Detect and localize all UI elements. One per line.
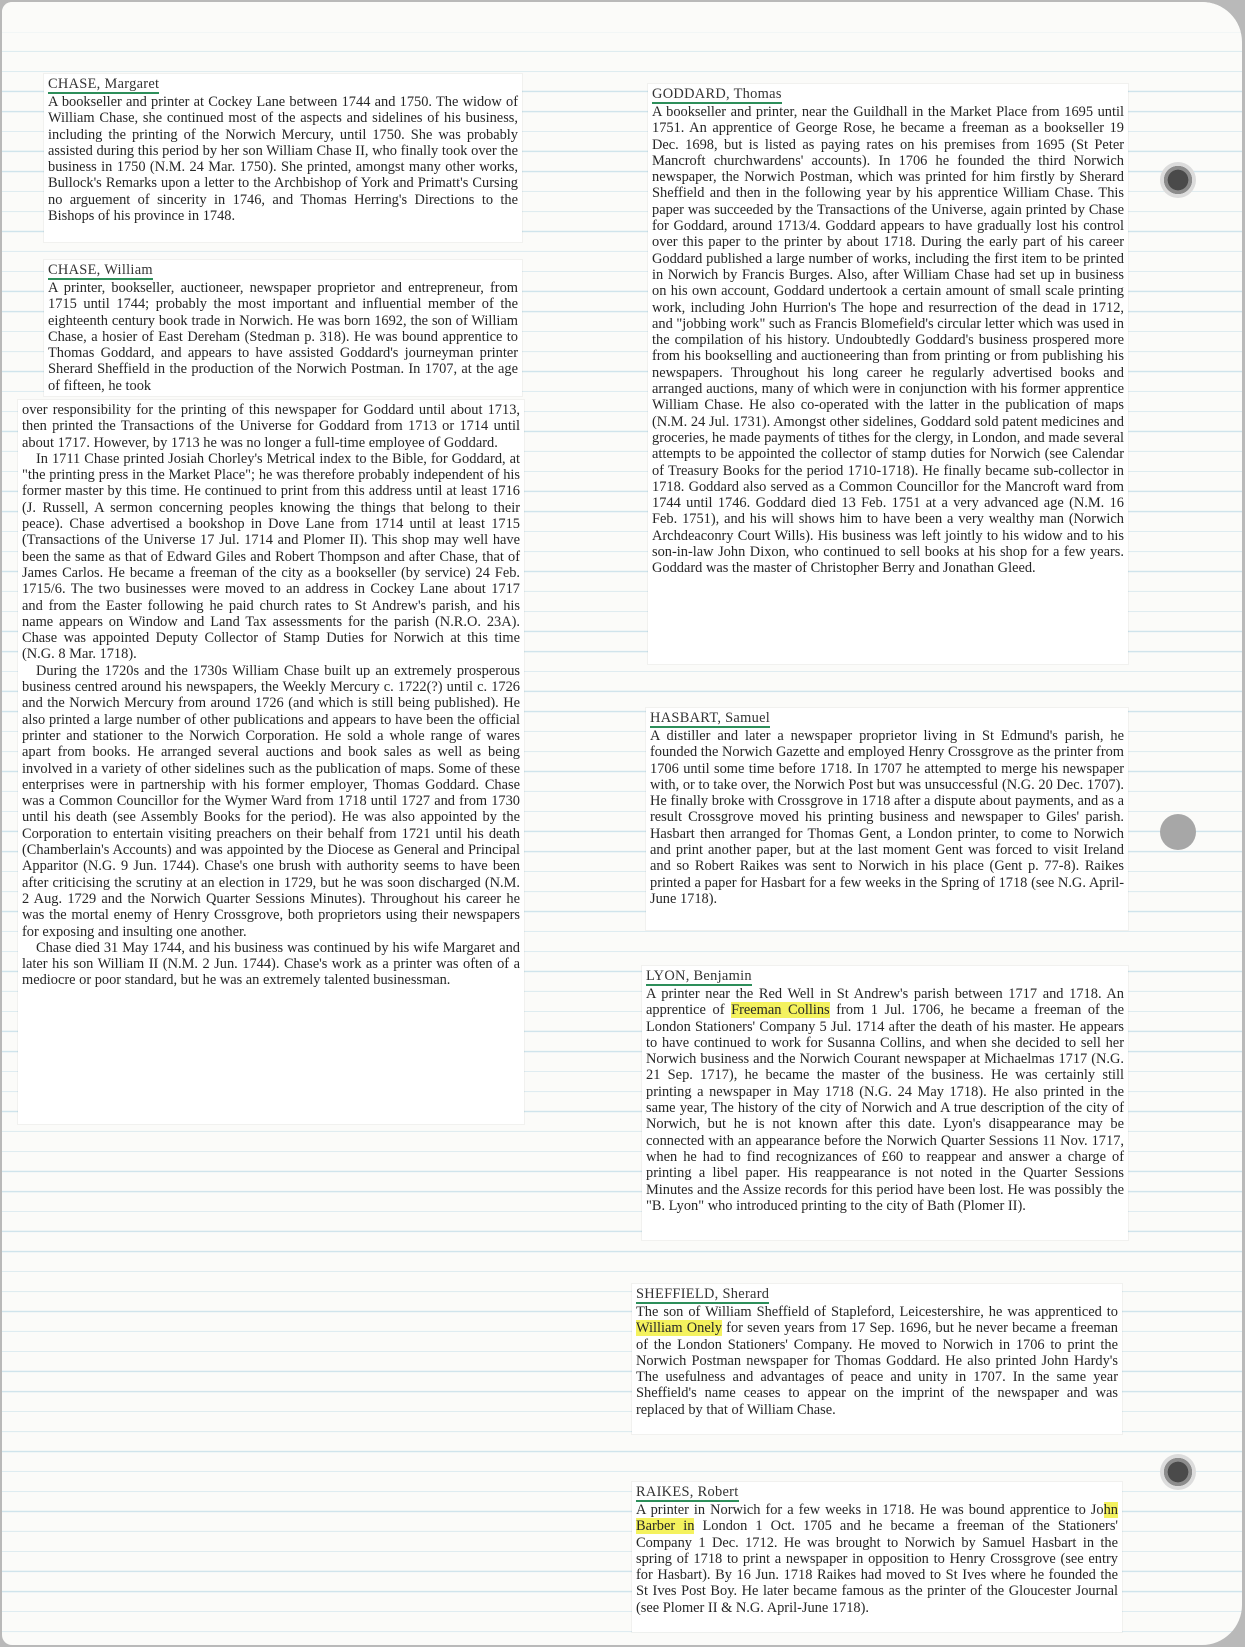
- entry-text: A distiller and later a newspaper proprietor living in St Edmund's parish, he founded the Norwich Gazette and employed Henry Crossgrove as the printer from 1706 until some time before 1718. In 1707 he attempted to merge his newspaper with, or to take over, the Norwich Post but was unsuccessful (N.G. 20 Dec. 1707). He finally broke with Crossgrove in 1718 after a dispute about payments, and as a result Crossgrove moved his printing business and newspaper to Giles' parish. Hasbart then arranged for Thomas Gent, a London printer, to come to Norwich and print another paper, but at the last moment Gent was forced to visit Ireland and so Robert Raikes was sent to Norwich in his place (Gent p. 77-8). Raikes printed a paper for Hasbart for a few weeks in the Spring of 1718 (see N.G. April-June 1718).: [650, 728, 1124, 907]
- entry-text: During the 1720s and the 1730s William Chase built up an extremely prosperous business centred around his newspapers, the Weekly Mercury c. 1722(?) until c. 1726 and the Norwich Mercury from around 1726 (and which is still being published). He also printed a large number of other publications and appears to have been the official printer and stationer to the Norwich Corporation. He sold a whole range of wares apart from books. He arranged several auctions and book sales as well as being involved in a variety of other sidelines such as the publication of maps. Some of these enterprises were in partnership with his former employer, Thomas Goddard. Chase was a Common Councillor for the Wymer Ward from 1718 until 1727 and from 1730 until his death (see Assembly Books for the period). He was also appointed by the Corporation to entertain visiting preachers on their behalf from 1721 until his death (Chamberlain's Accounts) and was appointed by the Diocese as General and Principal Apparitor (N.G. 9 Jun. 1744). Chase's one brush with authority seems to have been after criticising the scrutiny at an election in 1729, but he was soon discharged (N.M. 2 Aug. 1729 and the Norwich Quarter Sessions Minutes). Throughout his career he was the mortal enemy of Henry Crossgrove, both proprietors using their newspapers for exposing and insulting one another.: [22, 662, 520, 940]
- binder-hole-top: [1160, 162, 1196, 198]
- entry-heading: SHEFFIELD, Sherard: [636, 1286, 770, 1302]
- entry-chase-william-part1: [44, 260, 522, 396]
- highlighted-name: Freeman Collins: [731, 1002, 830, 1019]
- entry-hasbart-samuel: [646, 708, 1128, 930]
- entry-chase-margaret: [44, 74, 522, 242]
- entry-text: In 1711 Chase printed Josiah Chorley's Metrical index to the Bible, for Goddard, at "the printing press in the Market Place"; he was therefore probably independent of his former master by this time. He continued to print from this address until at least 1716 (J. Russell, A sermon concerning peoples knowing the things that belong to their peace). Chase advertised a bookshop in Dove Lane from 1714 until at least 1715 (Transactions of the Universe 17 Jul. 1714 and Plomer II). This shop may well have been the same as that of Edward Giles and Robert Thompson and after Chase, that of James Carlos. He became a freeman of the city as a bookseller (by service) 24 Feb. 1715/6. The two businesses were moved to an address in Cockey Lane about 1717 and from the Easter following he paid church rates to St Andrew's parish, and his name appears on Window and Land Tax assessments for the parish (N.R.O. 23A). Chase was appointed Deputy Collector of Stamp Duties for Norwich at this time (N.G. 8 Mar. 1718).: [22, 450, 520, 663]
- binder-hole-bottom: [1160, 1454, 1196, 1490]
- entry-raikes-robert: [632, 1482, 1122, 1632]
- entry-text: over responsibility for the printing of this newspaper for Goddard until about 1713, then printed the Transactions of the Universe for Goddard from 1713 or 1714 until about 1717. However, by 1713 he was no longer a full-time employee of Goddard.: [22, 402, 520, 451]
- entry-text: Chase died 31 May 1744, and his business was continued by his wife Margaret and later his son William II (N.M. 2 Jun. 1744). Chase's work as a printer was often of a mediocre or poor standard, but he was an extremely talented businessman.: [22, 939, 520, 989]
- entry-text: A printer in Norwich for a few weeks in 1718. He was bound apprentice to John Barber in London 1 Oct. 1705 and he became a freeman of the Stationers' Company 1 Dec. 1712. He was brought to Norwich by Samuel Hasbart in the spring of 1718 to print a newspaper in opposition to Henry Crossgrove (see entry for Hasbart). By 16 Jun. 1718 Raikes had moved to St Ives where he founded the St Ives Post Boy. He later became famous as the printer of the Gloucester Journal (see Plomer II & N.G. April-June 1718).: [636, 1502, 1119, 1616]
- entry-lyon-benjamin: [642, 966, 1128, 1240]
- highlighted-name: William Onely: [636, 1320, 722, 1337]
- entry-goddard-thomas: [648, 84, 1128, 664]
- entry-heading: GODDARD, Thomas: [652, 86, 782, 102]
- entry-heading: CHASE, Margaret: [48, 76, 160, 92]
- entry-chase-william-part2: [18, 400, 524, 1124]
- scanned-page: [2, 2, 1242, 1645]
- entry-text: A printer near the Red Well in St Andrew's parish between 1717 and 1718. An apprentice of Freeman Collins from 1 Jul. 1706, he became a freeman of the London Stationers' Company 5 Jul. 1714 after the death of his master. He appears to have continued to work for Susanna Collins, and when she decided to sell her Norwich business and the Norwich Courant newspaper at Michaelmas 1717 (N.G. 21 Sep. 1717), he became the master of the business. He was certainly still printing a newspaper in May 1718 (N.G. 24 May 1718). He also printed in the same year, The history of the city of Norwich and A true description of the city of Norwich, but he is not known after this date. Lyon's disappearance may be connected with an appearance before the Norwich Quarter Sessions 11 Nov. 1717, when he had to find recognizances of £60 to reappear and answer a charge of printing a libel paper. His reappearance is not noted in the Quarter Sessions Minutes and the Assize records for this period have been lost. He was possibly the "B. Lyon" who introduced printing to the city of Bath (Plomer II).: [646, 986, 1125, 1214]
- entry-text: The son of William Sheffield of Stapleford, Leicestershire, he was apprenticed to William Onely for seven years from 17 Sep. 1696, but he never became a freeman of the London Stationers' Company. He moved to Norwich in 1706 to print the Norwich Postman newspaper for Thomas Goddard. He also printed John Hardy's The usefulness and advantages of peace and unity in 1707. In the same year Sheffield's name ceases to appear on the imprint of the newspaper and was replaced by that of William Chase.: [636, 1304, 1118, 1418]
- entry-text: A bookseller and printer at Cockey Lane between 1744 and 1750. The widow of William Chase, she continued most of the aspects and sidelines of his business, including the printing of the Norwich Mercury, until 1750. She was probably assisted during this period by her son William Chase II, who finally took over the business in 1750 (N.M. 24 Mar. 1750). She printed, amongst many other works, Bullock's Remarks upon a letter to the Archbishop of York and Primatt's Cursing no arguement of sincerity in 1746, and Thomas Herring's Directions to the Bishops of his province in 1748.: [48, 94, 518, 225]
- entry-sheffield-sherard: [632, 1284, 1122, 1434]
- entry-heading: HASBART, Samuel: [650, 710, 771, 726]
- entry-text: A bookseller and printer, near the Guildhall in the Market Place from 1695 until 1751. An apprentice of George Rose, he became a freeman as a bookseller 19 Dec. 1698, but is listed as paying rates on his premises from 1695 (St Peter Mancroft churchwardens' accounts). In 1706 he founded the third Norwich newspaper, the Norwich Postman, which was printed for him firstly by Sherard Sheffield and then in the following year by his apprentice William Chase. This paper was succeeded by the Transactions of the Universe, again printed by Chase for Goddard, around 1713/4. Goddard appears to have gradually lost his control over this paper to the printer by about 1718. During the early part of his career Goddard published a large number of works, including the first item to be printed in Norwich by Francis Burges. Also, after William Chase had set up in business on his own account, Goddard undertook a certain amount of small scale printing work, including John Hurrion's The hope and resurrection of the dead in 1712, and "jobbing work" such as Francis Blomefield's circular letter which was used in the compilation of his history. Undoubtedly Goddard's business prospered more from his bookselling and auctioneering than from printing or from publishing his newspapers. Throughout his long career he regularly advertised books and arranged auctions, many of which were in conjunction with his former apprentice William Chase. He also co-operated with the latter in the publication of maps (N.M. 24 Jul. 1731). Amongst other sidelines, Goddard sold patent medicines and groceries, he made payments of tithes for the clergy, in London, and made several attempts to be appointed the collector of stamp duties for Norwich (see Calendar of Treasury Books for the period 1710-1718). He finally became sub-collector in 1718. Goddard also served as a Common Councillor for the Mancroft ward from 1744 until 1746. Goddard died 13 Feb. 1751 at a very advanced age (N.M. 16 Feb. 1751), and his will shows him to have been a very wealthy man (Norwich Archdeaconry Court Wills). His business was left jointly to his widow and to his son-in-law John Dixon, who continued to sell books at his shop for a few years. Goddard was the master of Christopher Berry and Jonathan Gleed.: [652, 104, 1124, 577]
- top-margin: [2, 2, 1242, 32]
- highlighted-name: hn Barber in: [636, 1502, 1118, 1535]
- binder-hole-middle: [1160, 814, 1196, 850]
- entry-heading: LYON, Benjamin: [646, 968, 752, 984]
- entry-text: A printer, bookseller, auctioneer, newspaper proprietor and entrepreneur, from 1715 until 1744; probably the most important and influential member of the eighteenth century book trade in Norwich. He was born 1692, the son of William Chase, a hosier of East Dereham (Stedman p. 318). He was bound apprentice to Thomas Goddard, and appears to have assisted Goddard's journeyman printer Sherard Sheffield in the production of the Norwich Postman. In 1707, at the age of fifteen, he took: [48, 280, 518, 394]
- entry-heading: CHASE, William: [48, 262, 153, 278]
- entry-heading: RAIKES, Robert: [636, 1484, 739, 1500]
